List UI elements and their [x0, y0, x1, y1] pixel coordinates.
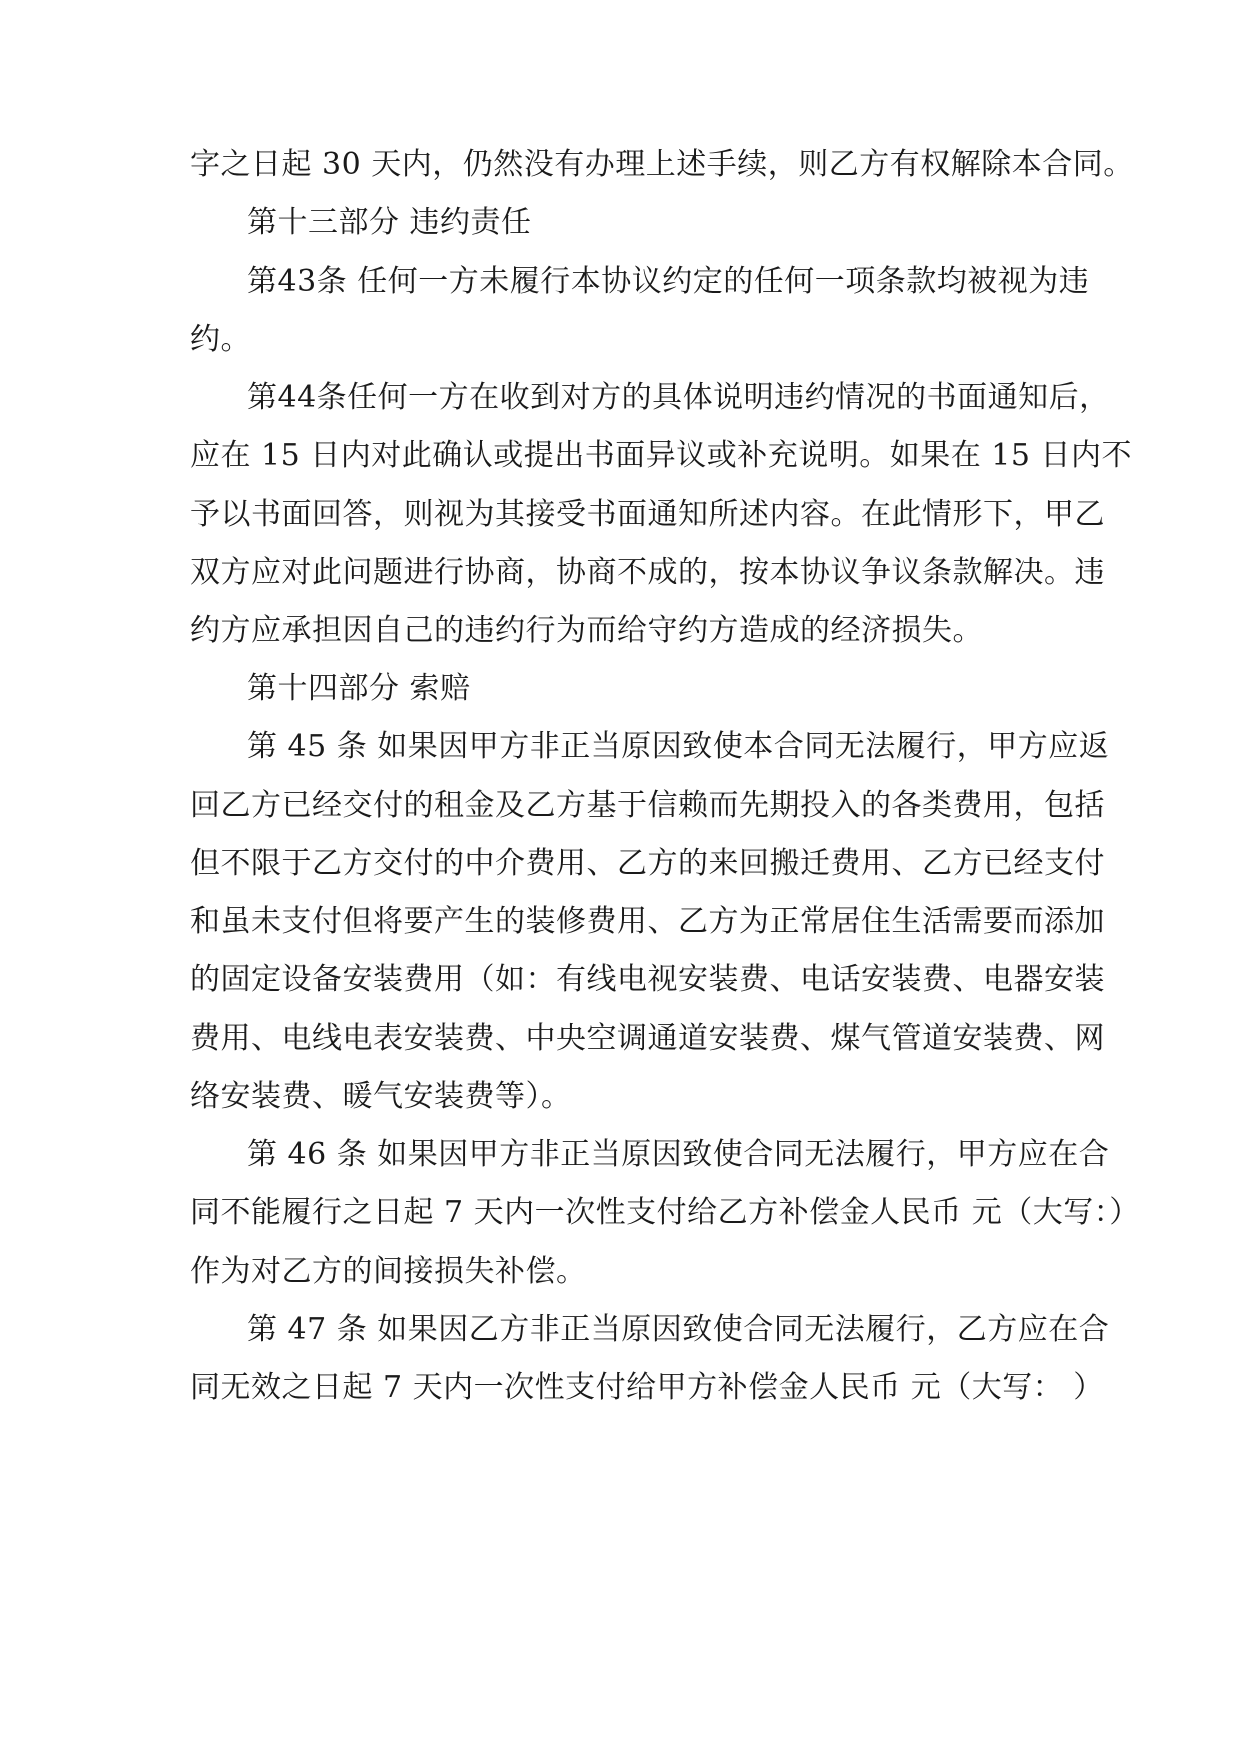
article-47-line: 第 47 条 如果因乙方非正当原因致使合同无法履行，乙方应在合: [247, 1312, 1110, 1347]
text-line: 字之日起 30 天内，仍然没有办理上述手续，则乙方有权解除本合同。: [190, 147, 1134, 182]
section-heading: 第十四部分 索赔: [247, 671, 471, 706]
text-line: 的固定设备安装费用（如：有线电视安装费、电话安装费、电器安装: [190, 962, 1105, 997]
text-line: 作为对乙方的间接损失补偿。: [190, 1254, 587, 1289]
text-line: 和虽未支付但将要产生的装修费用、乙方为正常居住生活需要而添加: [190, 904, 1105, 939]
text-line: 回乙方已经交付的租金及乙方基于信赖而先期投入的各类费用，包括: [190, 788, 1105, 823]
section-heading: 第十三部分 违约责任: [247, 205, 532, 240]
article-44-line: 第44条任何一方在收到对方的具体说明违约情况的书面通知后，: [247, 380, 1110, 415]
text-line: 但不限于乙方交付的中介费用、乙方的来回搬迁费用、乙方已经支付: [190, 846, 1105, 881]
article-43-line: 第43条 任何一方未履行本协议约定的任何一项条款均被视为违: [247, 264, 1090, 299]
article-46-line: 第 46 条 如果因甲方非正当原因致使合同无法履行，甲方应在合: [247, 1137, 1110, 1172]
text-line: 双方应对此问题进行协商，协商不成的，按本协议争议条款解决。违: [190, 555, 1105, 590]
text-line: 费用、电线电表安装费、中央空调通道安装费、煤气管道安装费、网: [190, 1021, 1105, 1056]
text-line: 予以书面回答，则视为其接受书面通知所述内容。在此情形下，甲乙: [190, 497, 1105, 532]
text-line: 约。: [190, 322, 251, 357]
text-line: 同不能履行之日起 7 天内一次性支付给乙方补偿金人民币 元（大写：）: [190, 1195, 1140, 1230]
article-45-line: 第 45 条 如果因甲方非正当原因致使本合同无法履行，甲方应返: [247, 729, 1110, 764]
text-line: 应在 15 日内对此确认或提出书面异议或补充说明。如果在 15 日内不: [190, 438, 1132, 473]
text-line: 同无效之日起 7 天内一次性支付给甲方补偿金人民币 元（大写： ）: [190, 1370, 1104, 1405]
text-line: 络安装费、暖气安装费等）。: [190, 1079, 572, 1114]
text-line: 约方应承担因自己的违约行为而给守约方造成的经济损失。: [190, 613, 983, 648]
